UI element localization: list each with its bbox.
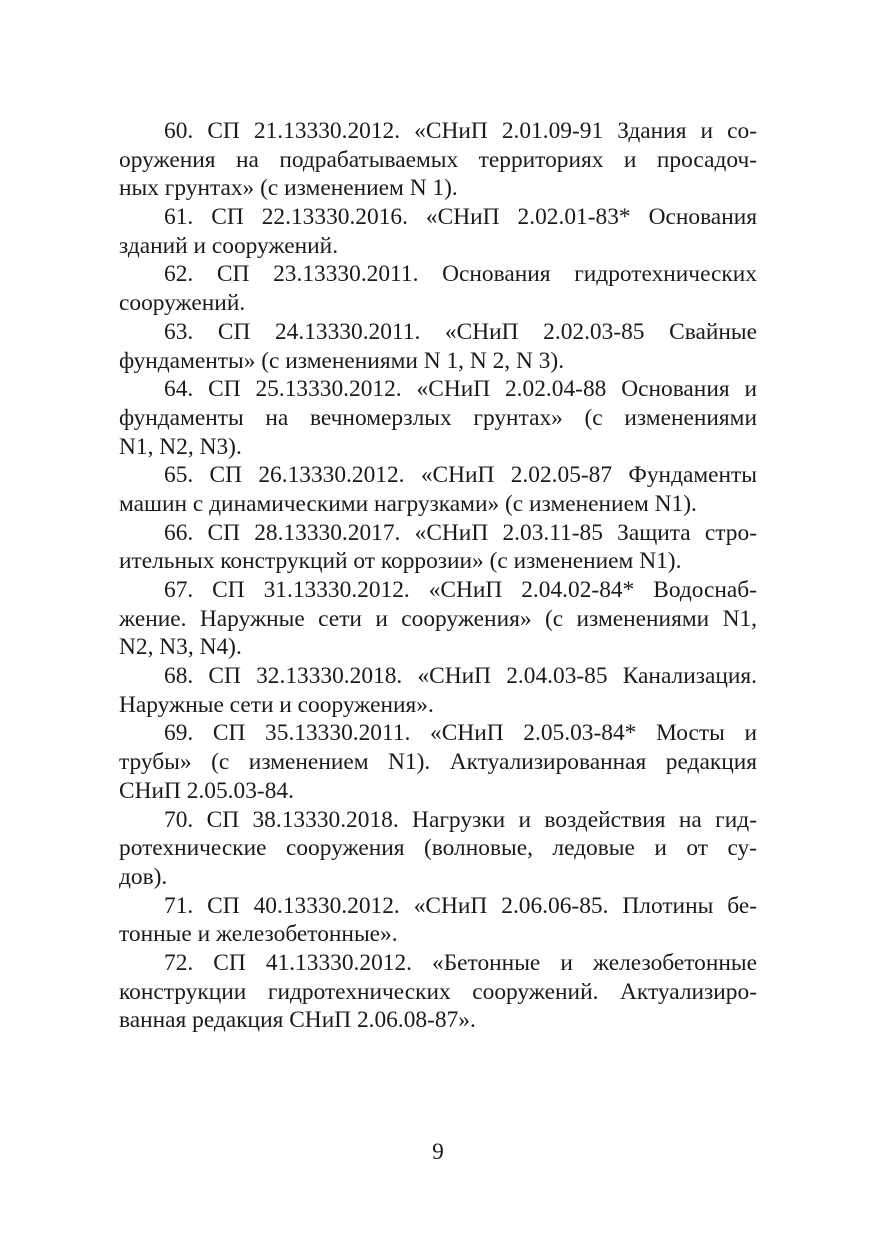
reference-line: ных грунтах» (с изменением N 1). — [119, 175, 458, 202]
reference-item-71 — [119, 892, 757, 949]
reference-item-61 — [119, 203, 757, 260]
reference-line: ительных конструкций от коррозии» (с изменением N1). — [119, 548, 682, 575]
reference-line: 67. СП 31.13330.2012. «СНиП 2.04.02-84* Водоснаб- — [164, 577, 757, 603]
reference-line: фундаменты» (с изменениями N 1, N 2, N 3). — [119, 347, 565, 374]
reference-line: СНиП 2.05.03-84. — [119, 777, 294, 804]
reference-line: сооружений. — [119, 290, 246, 317]
reference-line: конструкции гидротехнических сооружений. Актуализиро- — [119, 978, 757, 1005]
reference-line: 71. СП 40.13330.2012. «СНиП 2.06.06-85. Плотины бе- — [164, 892, 757, 919]
reference-line: 62. СП 23.13330.2011. Основания гидротехнических — [164, 261, 757, 288]
reference-line: 63. СП 24.13330.2011. «СНиП 2.02.03-85 Свайные — [164, 318, 757, 345]
reference-line: ванная редакция СНиП 2.06.08-87». — [119, 1007, 476, 1034]
reference-line: 61. СП 22.13330.2016. «СНиП 2.02.01-83* Основания — [164, 204, 757, 231]
reference-item-65 — [119, 461, 757, 518]
reference-line: тонные и железобетонные». — [119, 921, 398, 948]
reference-line: зданий и сооружений. — [119, 232, 339, 259]
reference-line: 72. СП 41.13330.2012. «Бетонные и железобетонные — [164, 949, 757, 976]
reference-line: дов). — [119, 863, 168, 890]
reference-line: 60. СП 21.13330.2012. «СНиП 2.01.09-91 Здания и со- — [164, 118, 757, 144]
reference-list — [119, 117, 757, 1035]
reference-line: машин с динамическими нагрузками» (с изменением N1). — [119, 490, 697, 517]
reference-line: жение. Наружные сети и сооружения» (с изменениями N1, — [119, 605, 757, 632]
reference-line: 68. СП 32.13330.2018. «СНиП 2.04.03-85 Канализация. — [164, 663, 757, 690]
reference-item-70 — [119, 806, 757, 892]
reference-line: N2, N3, N4). — [119, 634, 242, 661]
reference-item-67 — [119, 576, 757, 662]
reference-line: 65. СП 26.13330.2012. «СНиП 2.02.05-87 Фундаменты — [164, 462, 757, 489]
reference-line: 64. СП 25.13330.2012. «СНиП 2.02.04-88 Основания и — [164, 376, 757, 403]
reference-line: 69. СП 35.13330.2011. «СНиП 2.05.03-84* Мосты и — [164, 720, 757, 747]
reference-line: 70. СП 38.13330.2018. Нагрузки и воздействия на гид- — [164, 806, 757, 833]
reference-line: оружения на подрабатываемых территориях и просадоч- — [119, 146, 757, 173]
reference-item-66 — [119, 519, 757, 576]
reference-item-63 — [119, 318, 757, 375]
reference-item-72 — [119, 949, 757, 1035]
reference-item-68 — [119, 662, 757, 719]
reference-item-60 — [119, 117, 757, 203]
reference-line: трубы» (с изменением N1). Актуализированная редакция — [119, 749, 757, 776]
reference-item-69 — [119, 719, 757, 805]
reference-line: фундаменты на вечномерзлых грунтах» (с изменениями — [119, 404, 757, 431]
reference-line: ротехнические сооружения (волновые, ледовые и от су- — [119, 835, 757, 862]
reference-item-64 — [119, 375, 757, 461]
page-number: 9 — [432, 1139, 444, 1165]
reference-line: 66. СП 28.13330.2017. «СНиП 2.03.11-85 Защита стро- — [164, 519, 757, 546]
reference-line: N1, N2, N3). — [119, 433, 242, 460]
reference-item-62 — [119, 260, 757, 317]
reference-line: Наружные сети и сооружения». — [119, 691, 434, 718]
